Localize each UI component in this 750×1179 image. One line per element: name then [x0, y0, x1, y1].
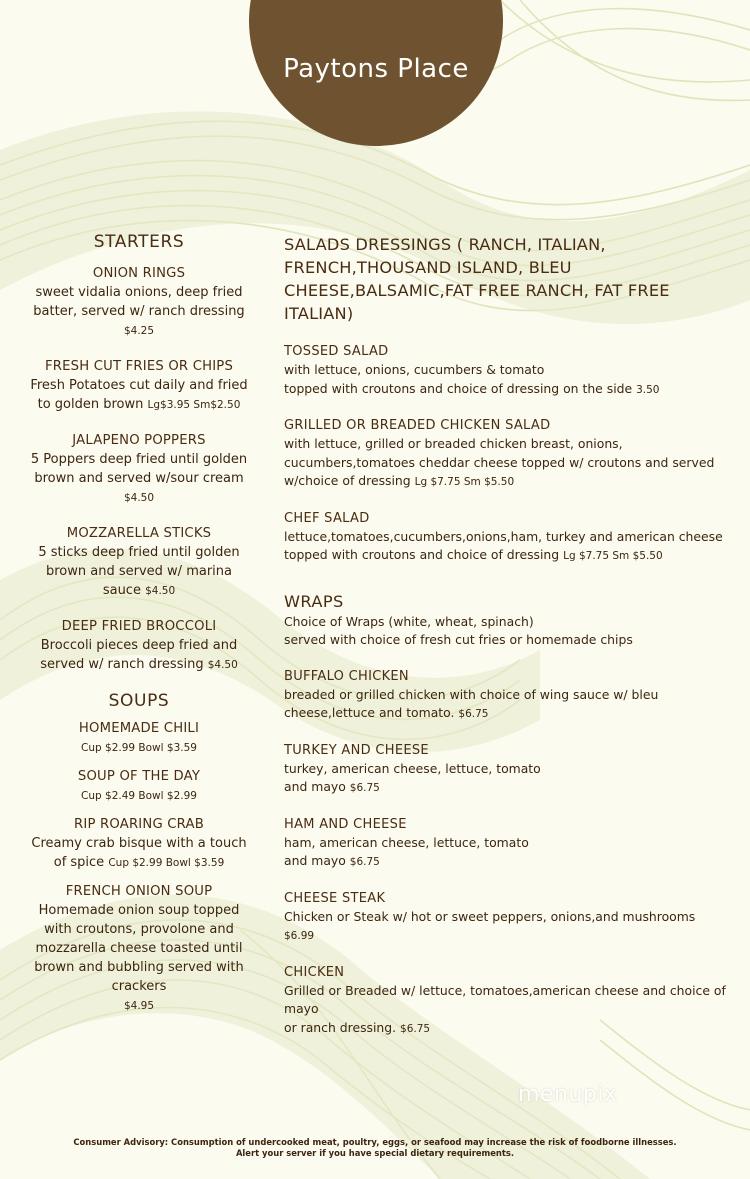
item-desc: with lettuce, onions, cucumbers & tomato topped with croutons and choice of dressing on the side — [284, 362, 633, 396]
item-name: CHEF SALAD — [284, 510, 370, 526]
menu-item — [30, 431, 248, 508]
wraps-intro: Choice of Wraps (white, wheat, spinach) served with choice of fresh cut fries or homemade chips — [284, 613, 633, 647]
menu-item — [284, 667, 732, 724]
item-price: Lg $7.75 Sm $5.50 — [563, 550, 663, 562]
item-price: $6.75 — [400, 1022, 431, 1035]
menu-item — [284, 342, 732, 399]
menu-item — [30, 264, 248, 341]
item-name: TOSSED SALAD — [284, 344, 389, 359]
item-desc: Homemade onion soup topped with croutons, provolone and mozzarella cheese toasted until brown and bubbling served with crackers — [34, 903, 244, 994]
item-name: GRILLED OR BREADED CHICKEN SALAD — [284, 418, 551, 433]
item-desc: Fresh Potatoes cut daily and fried to golden brown — [30, 378, 248, 412]
menu-item — [284, 509, 732, 566]
item-price: Lg$3.95 Sm$2.50 — [147, 399, 241, 411]
item-name: MOZZARELLA STICKS — [66, 526, 212, 541]
menu-item — [30, 524, 248, 601]
item-name: RIP ROARING CRAB — [74, 817, 204, 832]
item-name: FRESH CUT FRIES OR CHIPS — [44, 359, 234, 374]
soups-title: SOUPS — [108, 691, 170, 711]
item-price: Cup $2.49 Bowl $2.99 — [81, 790, 197, 802]
item-desc: turkey, american cheese, lettuce, tomato and mayo — [284, 760, 541, 794]
item-name: ONION RINGS — [92, 266, 186, 281]
item-name: HOMEMADE CHILI — [78, 721, 200, 736]
item-name: TURKEY AND CHEESE — [284, 742, 429, 758]
item-desc: 5 sticks deep fried until golden brown and served w/ marina sauce — [38, 545, 240, 598]
item-desc: Creamy crab bisque with a touch of spice — [31, 836, 247, 870]
salads-title: SALADS DRESSINGS ( RANCH, ITALIAN, FRENCH,THOUSAND ISLAND, BLEU CHEESE,BALSAMIC,FAT FREE RANCH, FAT FREE ITALIAN) — [284, 235, 670, 323]
item-price: Cup $2.99 Bowl $3.59 — [81, 742, 197, 754]
item-desc: Chicken or Steak w/ hot or sweet peppers, onions,and mushrooms — [284, 908, 696, 924]
menu-item — [284, 889, 732, 946]
item-price: $4.50 — [207, 659, 238, 671]
menu-item — [30, 815, 248, 873]
watermark-logo: menupix — [518, 1082, 618, 1107]
item-price: $6.99 — [284, 930, 315, 942]
right-column — [284, 233, 732, 1055]
item-desc: ham, american cheese, lettuce, tomato and mayo — [284, 834, 529, 868]
item-name: HAM AND CHEESE — [284, 816, 407, 832]
advisory-line-2: Alert your server if you have special dietary requirements. — [235, 1148, 515, 1158]
menu-item — [30, 617, 248, 675]
item-price: $6.75 — [349, 782, 380, 794]
starters-title: STARTERS — [93, 232, 185, 252]
menu-item — [30, 767, 248, 806]
menu-item — [284, 815, 732, 872]
restaurant-name: Paytons Place — [283, 54, 469, 84]
item-price: $6.75 — [349, 856, 380, 868]
item-price: $4.50 — [145, 585, 176, 597]
item-name: JALAPENO POPPERS — [72, 433, 206, 448]
item-price: $6.75 — [458, 708, 489, 720]
item-name: CHICKEN — [284, 964, 345, 980]
item-desc: with lettuce, grilled or breaded chicken breast, onions, cucumbers,tomatoes cheddar cheese topped w/ croutons and served w/choice of dressing — [284, 436, 715, 488]
menu-item — [284, 741, 732, 798]
consumer-advisory — [60, 1137, 690, 1159]
item-price: Cup $2.99 Bowl $3.59 — [108, 857, 225, 869]
item-name: DEEP FRIED BROCCOLI — [61, 619, 217, 634]
item-desc: Grilled or Breaded w/ lettuce, tomatoes,american cheese and choice of mayo or ranch dressing. — [284, 982, 726, 1035]
item-price: $4.95 — [123, 1000, 155, 1012]
item-name: CHEESE STEAK — [284, 890, 386, 906]
item-name: FRENCH ONION SOUP — [65, 884, 213, 899]
item-desc: breaded or grilled chicken with choice of wing sauce w/ bleu cheese,lettuce and tomato. — [284, 686, 659, 720]
advisory-line-1: Consumer Advisory: Consumption of undercooked meat, poultry, eggs, or seafood may increase the risk of foodborne illnesses. — [73, 1137, 677, 1147]
item-desc: 5 Poppers deep fried until golden brown and served w/sour cream — [30, 452, 248, 486]
menu-item — [284, 963, 732, 1039]
left-column — [30, 232, 248, 1025]
item-name: SOUP OF THE DAY — [77, 769, 201, 784]
menu-item — [30, 357, 248, 415]
menu-item — [284, 416, 732, 492]
item-price: $4.50 — [123, 492, 155, 504]
item-name: BUFFALO CHICKEN — [284, 668, 409, 684]
wraps-title: WRAPS — [284, 591, 344, 611]
item-desc: Broccoli pieces deep fried and served w/ ranch dressing — [40, 638, 238, 672]
item-price: Lg $7.75 Sm $5.50 — [414, 476, 515, 488]
item-desc: lettuce,tomatoes,cucumbers,onions,ham, turkey and american cheese topped with croutons and choice of dressing — [284, 528, 723, 562]
item-price: 3.50 — [636, 383, 660, 396]
item-price: $4.25 — [123, 325, 155, 337]
item-desc: sweet vidalia onions, deep fried batter, served w/ ranch dressing — [33, 285, 245, 319]
menu-item — [30, 882, 248, 1016]
menu-item — [30, 719, 248, 758]
